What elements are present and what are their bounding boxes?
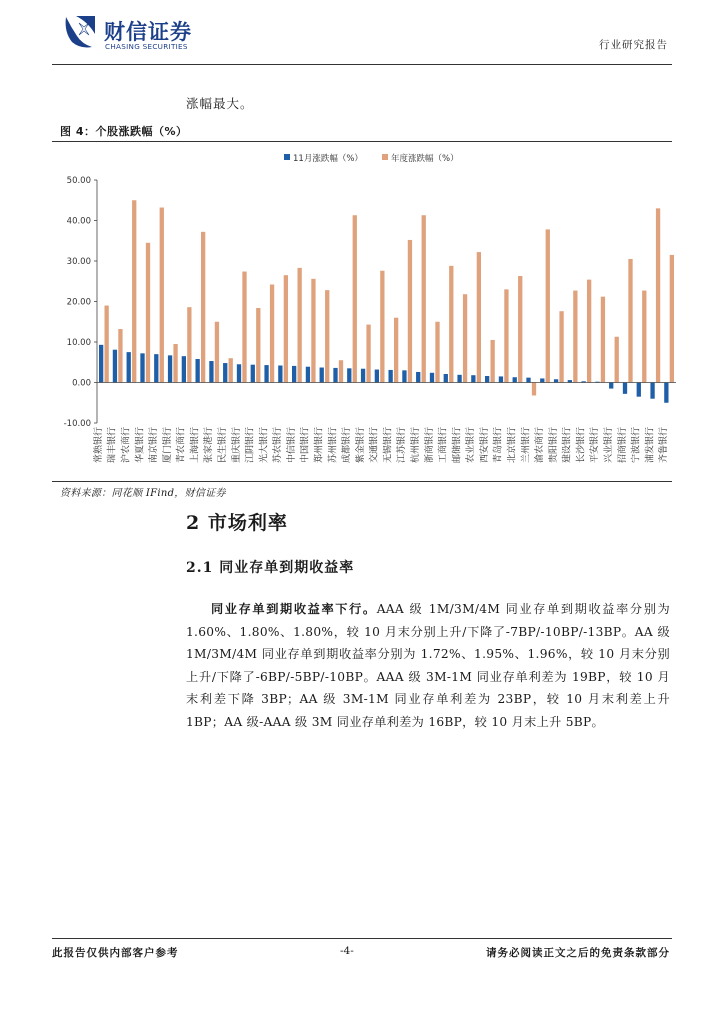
brand-name: 财信证券 [104,20,192,44]
y-tick-label: 0.00 [72,378,91,389]
bar-nov [540,378,544,382]
bar-nov [333,368,337,383]
x-tick-label: 建设银行 [562,427,573,464]
x-tick-label: 贵阳银行 [548,427,559,464]
bar-ytd [408,240,412,383]
bar-ytd [104,306,108,383]
x-tick-label: 邮储银行 [452,427,463,464]
y-tick-label: 20.00 [66,297,91,308]
x-tick-label: 杭州银行 [410,427,421,464]
bar-ytd [201,232,205,383]
bar-nov [182,356,186,382]
x-axis [92,383,676,464]
bar-nov [292,366,296,383]
x-tick-label: 华夏银行 [135,427,146,464]
bar-nov [457,375,461,383]
y-tick-label: 10.00 [66,338,91,348]
bar-nov [664,383,668,403]
bar-ytd [532,383,536,396]
bar-ytd [601,297,605,383]
bar-ytd [656,208,660,382]
bar-ytd [132,200,136,382]
x-tick-label: 厦门银行 [162,427,173,464]
bar-ytd [642,291,646,383]
bar-ytd [229,358,233,382]
bar-ytd [394,318,398,383]
x-tick-label: 兴业银行 [603,427,614,464]
figure-top-divider [52,141,672,142]
bar-nov [650,383,654,399]
bar-nov [375,370,379,383]
bar-nov [223,363,227,382]
legend-swatch-nov [284,154,290,160]
y-tick-label: 40.00 [66,216,91,227]
bar-ytd [477,252,481,382]
footer-disclaimer: 请务必阅读正文之后的免责条款部分 [486,947,670,959]
y-tick-label: 30.00 [66,257,91,267]
bar-ytd [422,215,426,382]
bar-nov [623,383,627,394]
bar-ytd [160,208,164,383]
section-title: 2 市场利率 [186,512,288,534]
x-tick-label: 兰州银行 [521,427,532,464]
footer-notice: 此报告仅供内部客户参考 [52,947,179,959]
bar-nov [485,376,489,382]
bar-nov [554,379,558,382]
x-tick-label: 工商银行 [438,427,449,464]
bar-ytd [615,337,619,383]
bar-ytd [546,229,550,382]
bar-nov [320,368,324,383]
legend-swatch-ytd [382,154,388,160]
x-tick-label: 光大银行 [259,427,270,464]
report-type-label: 行业研究报告 [599,39,668,51]
bar-nov [402,370,406,382]
bar-nov [168,355,172,382]
footer-divider [52,938,672,939]
bar-ytd [573,291,577,383]
x-tick-label: 青岛银行 [493,427,504,464]
bar-ytd [297,268,301,383]
bar-ytd [490,340,494,383]
bar-ytd [311,279,315,383]
x-tick-label: 平安银行 [590,427,601,464]
bar-ytd [380,271,384,383]
paragraph-lead: 同业存单到期收益率下行。 [211,602,377,616]
x-tick-label: 渝农商行 [535,427,546,464]
bar-nov [637,383,641,397]
bar-nov [209,361,213,382]
bar-nov [526,378,530,383]
bar-ytd [215,322,219,383]
bar-ytd [325,290,329,382]
bar-nov [154,354,158,382]
x-tick-label: 中信银行 [286,427,297,464]
x-tick-label: 苏农银行 [273,427,284,464]
x-tick-label: 南京银行 [149,427,160,464]
x-tick-label: 苏州银行 [328,427,339,464]
stock-change-bar-chart [52,146,682,478]
y-axis [64,176,97,429]
bar-ytd [449,266,453,383]
chart-legend [284,153,459,164]
bar-nov [361,369,365,383]
bar-ytd [670,255,674,383]
x-tick-label: 招商银行 [617,427,628,464]
x-tick-label: 青农商行 [176,427,187,464]
x-tick-label: 郑州银行 [314,427,325,464]
x-tick-label: 上海银行 [190,427,201,464]
x-tick-label: 瑞丰银行 [107,427,118,464]
x-tick-label: 长沙银行 [576,427,587,464]
x-tick-label: 北京银行 [507,427,518,464]
legend-label-ytd: 年度涨跌幅（%） [391,154,459,164]
bar-ytd [270,284,274,382]
x-tick-label: 沪农商行 [121,427,132,464]
figure-source: 资料来源：同花顺 IFind，财信证券 [60,488,226,499]
bar-ytd [173,344,177,382]
page-number: -4- [340,945,354,957]
paragraph-body: AAA 级 1M/3M/4M 同业存单到期收益率分别为 1.60%、1.80%、1.80%，较 10 月末分别上升/下降了-7BP/-10BP/-13BP。AA 级 1M/3M/4M 同业存单到期收益率分别为 1.72%、1.95%、1.96%，较 10 月末分别上升/下降了-6BP/-5BP/-10BP。AAA 级 3M-1M 同业存单利差为 19BP，较 10 月末利差下降 3BP；AA 级 3M-1M 同业存单利差为 23BP，较 10 月末利差上升 1BP；AA 级-AAA 级 3M 同业存单利差为 16BP，较 10 月末上升 5BP。 [186,602,670,729]
bar-nov [113,350,117,383]
bar-nov [513,377,517,382]
header-divider [52,64,672,65]
bar-nov [388,370,392,383]
bar-nov [140,353,144,382]
subsection-title: 2.1 同业存单到期收益率 [186,560,355,576]
x-tick-label: 成都银行 [342,427,353,464]
continued-paragraph: 涨幅最大。 [186,96,254,111]
bar-nov [251,365,255,383]
bar-nov [264,365,268,382]
bar-ytd [628,259,632,383]
bar-nov [195,359,199,382]
bar-nov [127,352,131,382]
bar-ytd [187,307,191,382]
bar-ytd [463,294,467,382]
bar-ytd [366,325,370,383]
bar-nov [278,365,282,382]
y-tick-label: -10.00 [63,419,91,429]
x-tick-label: 农业银行 [466,427,477,464]
bar-ytd [242,272,246,383]
figure-title: 图 4：个股涨跌幅（%） [60,125,188,138]
x-tick-label: 常熟银行 [93,427,104,464]
body-paragraph [186,598,670,733]
x-tick-label: 交通银行 [369,427,380,464]
y-tick-label: 50.00 [66,176,91,186]
x-tick-label: 西安银行 [479,427,490,464]
brand-english-name: CHASING SECURITIES [105,42,188,51]
bar-nov [347,368,351,382]
x-tick-label: 中国银行 [300,427,311,464]
x-tick-label: 无锡银行 [383,427,394,464]
bar-nov [609,383,613,389]
bar-ytd [146,243,150,383]
x-tick-label: 民生银行 [217,427,228,464]
bar-ytd [284,275,288,382]
bar-series [99,200,674,403]
bar-nov [416,372,420,383]
x-tick-label: 宁波银行 [631,427,642,464]
bar-ytd [118,329,122,382]
bar-ytd [504,289,508,382]
bar-ytd [256,308,260,383]
x-tick-label: 重庆银行 [231,427,242,464]
company-logo-icon [62,14,96,50]
legend-label-nov: 11月涨跌幅（%） [293,154,363,164]
bar-ytd [339,360,343,382]
x-tick-label: 浙商银行 [424,427,435,464]
bar-ytd [353,215,357,382]
bar-ytd [587,280,591,383]
bar-nov [499,376,503,382]
x-tick-label: 浦发银行 [645,427,656,464]
bar-nov [237,364,241,382]
figure-bottom-divider [52,481,672,482]
bar-nov [306,367,310,383]
x-tick-label: 张家港行 [204,427,215,464]
x-tick-label: 紫金银行 [355,427,366,464]
bar-nov [444,374,448,383]
x-tick-label: 齐鲁银行 [659,427,670,464]
bar-nov [99,345,103,383]
x-tick-label: 江阴银行 [245,427,256,464]
bar-nov [471,375,475,382]
bar-nov [430,373,434,383]
bar-ytd [559,311,563,382]
bar-ytd [435,322,439,383]
bar-ytd [518,276,522,383]
x-tick-label: 江苏银行 [397,427,408,464]
